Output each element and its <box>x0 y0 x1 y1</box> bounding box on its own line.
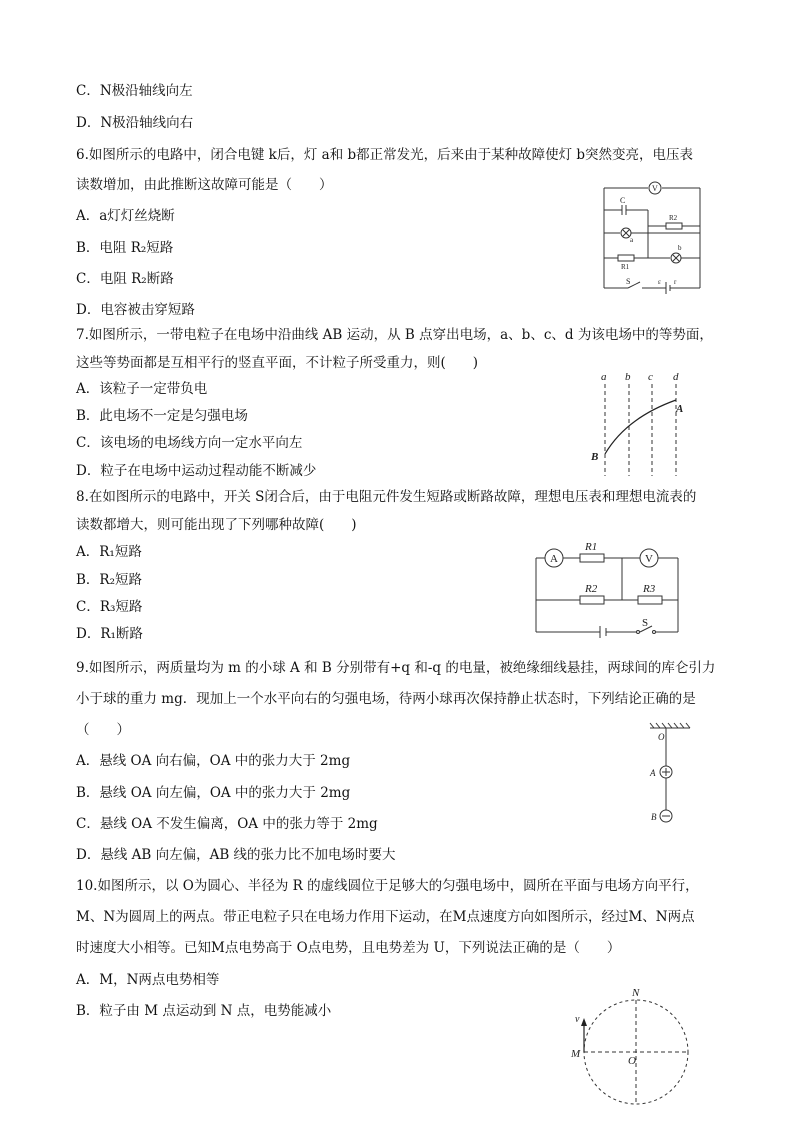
q6-option-b: B．电阻 R₂短路 <box>76 240 174 256</box>
velocity-arrow-icon <box>581 1018 587 1026</box>
q8-option-d: D．R₁断路 <box>76 626 143 642</box>
q7-equipotential-figure <box>586 368 696 478</box>
q10-stem-line2: M、N为圆周上的两点。带正电粒子只在电场力作用下运动，在M点速度方向如图所示，经过M、N两点 <box>76 909 695 925</box>
q10-circle-figure <box>568 982 692 1120</box>
q6-option-c: C．电阻 R₂断路 <box>76 271 174 287</box>
q6-option-d: D．电容被击穿短路 <box>76 302 195 318</box>
resistor-r1-icon <box>580 554 604 562</box>
point-a-label: A <box>676 403 684 415</box>
plane-c-label: c <box>648 371 653 383</box>
q9-hanging-balls-figure <box>644 722 694 828</box>
q7-option-b: B．此电场不一定是匀强电场 <box>76 408 248 424</box>
q5-option-c: C．N极沿轴线向左 <box>76 83 193 99</box>
center-o-label: O <box>628 1055 636 1067</box>
lamp-a-label: a <box>630 236 634 244</box>
q8-stem-line1: 8.在如图所示的电路中，开关 S闭合后，由于电阻元件发生短路或断路故障，理想电压表和理想电流表的 <box>76 489 697 505</box>
q7-option-d: D．粒子在电场中运动过程动能不断减少 <box>76 463 317 479</box>
q9-stem-line1: 9.如图所示，两质量均为 m 的小球 A 和 B 分别带有+q 和-q 的电量，被绝缘细线悬挂，两球间的库仑引力 <box>76 660 716 676</box>
voltmeter-label: V <box>645 553 653 565</box>
ammeter-label: A <box>550 553 558 565</box>
q9-stem-line2: 小于球的重力 mg．现加上一个水平向右的匀强电场，待两小球再次保持静止状态时，下列结论正确的是 <box>76 691 696 707</box>
r2-label: R2 <box>585 583 598 595</box>
point-b-label: B <box>591 451 599 463</box>
plane-d-label: d <box>673 371 679 383</box>
q7-stem-line2: 这些等势面都是互相平行的竖直平面，不计粒子所受重力，则( ) <box>76 355 479 371</box>
q6-stem-line1: 6.如图所示的电路中，闭合电键 k后，灯 a和 b都正常发光，后来由于某种故障使灯 b突然变亮，电压表 <box>76 147 694 163</box>
r3-label: R3 <box>643 583 656 595</box>
particle-trajectory <box>605 400 676 454</box>
voltmeter-label: V <box>652 184 658 193</box>
q7-option-a: A．该粒子一定带负电 <box>76 381 208 397</box>
q6-option-a: A．a灯灯丝烧断 <box>76 208 175 224</box>
point-n-label: N <box>632 987 640 999</box>
resistor-r2-icon <box>580 596 604 604</box>
emf-label: ε <box>658 278 661 286</box>
velocity-label: v <box>575 1014 580 1025</box>
resistor-r1-icon <box>618 255 634 261</box>
q5-option-d: D．N极沿轴线向右 <box>76 115 194 131</box>
q8-option-a: A．R₁短路 <box>76 544 142 560</box>
ball-a-label: A <box>650 768 656 778</box>
capacitor-label: C <box>620 196 626 205</box>
ball-b-label: B <box>651 812 657 822</box>
q9-option-b: B．悬线 OA 向左偏，OA 中的张力大于 2mg <box>76 785 351 801</box>
q10-stem-line3: 时速度大小相等。已知M点电势高于 O点电势，且电势差为 U，下列说法正确的是（ ） <box>76 940 621 956</box>
q9-option-d: D．悬线 AB 向左偏，AB 线的张力比不加电场时要大 <box>76 847 396 863</box>
switch-label: S <box>626 277 631 286</box>
q7-option-c: C．该电场的电场线方向一定水平向左 <box>76 435 303 451</box>
q8-circuit-figure <box>528 540 684 638</box>
r1-label: R1 <box>621 263 630 271</box>
q6-stem-line2: 读数增加，由此推断这故障可能是（ ） <box>76 177 333 193</box>
q10-option-b: B．粒子由 M 点运动到 N 点，电势能减小 <box>76 1003 332 1019</box>
q8-option-c: C．R₃短路 <box>76 599 143 615</box>
q9-option-a: A．悬线 OA 向右偏，OA 中的张力大于 2mg <box>76 753 351 769</box>
r2-label: R2 <box>669 214 678 222</box>
plane-a-label: a <box>601 371 607 383</box>
point-m-label: M <box>571 1048 581 1060</box>
q10-option-a: A．M，N两点电势相等 <box>76 972 220 988</box>
q9-stem-line3: （ ） <box>76 722 130 738</box>
q7-stem-line1: 7.如图所示，一带电粒子在电场中沿曲线 AB 运动，从 B 点穿出电场，a、b、c、d 为该电场中的等势面， <box>76 327 713 343</box>
r1-label: R1 <box>585 541 598 553</box>
q10-stem-line1: 10.如图所示，以 O为圆心、半径为 R 的虚线圆位于足够大的匀强电场中，圆所在平面与电场方向平行， <box>76 878 699 894</box>
resistor-r3-icon <box>638 596 662 604</box>
resistor-r2-icon <box>666 223 682 229</box>
internal-resistance-label: r <box>674 278 677 286</box>
q8-stem-line2: 读数都增大，则可能出现了下列哪种故障( ) <box>76 517 357 533</box>
plane-b-label: b <box>625 371 631 383</box>
point-o-label: O <box>658 732 665 742</box>
q6-circuit-figure <box>596 178 708 294</box>
switch-label: S <box>642 617 649 629</box>
lamp-b-label: b <box>678 244 682 252</box>
q9-option-c: C．悬线 OA 不发生偏离，OA 中的张力等于 2mg <box>76 816 378 832</box>
q8-option-b: B．R₂短路 <box>76 572 142 588</box>
